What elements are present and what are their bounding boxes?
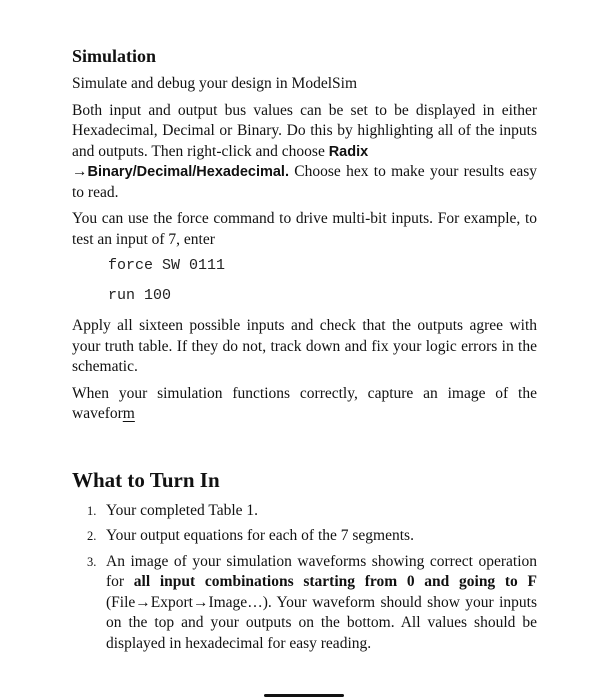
list-item [72, 526, 537, 547]
simulation-heading: Simulation [72, 46, 157, 66]
page-edge-mark [264, 694, 344, 697]
code-force: force SW 0111 [108, 257, 226, 274]
radix-paragraph [72, 101, 537, 204]
list-number: 1. [87, 503, 97, 518]
list-item-text: Your output equations for each of the 7 segments. [106, 527, 414, 544]
radix-paragraph-text: Both input and output bus values can be set to be displayed in either Hexadecimal, Decimal or Binary. Do this by highlighting all of the inputs and outputs. Then right-click and choose [72, 101, 537, 160]
radix-paragraph-tail: Choose hex to make your results easy to read. [72, 163, 537, 201]
apply-inputs-paragraph: Apply all sixteen possible inputs and check that the outputs agree with your truth table. If they do not, track down and fix your logic errors in the schematic. [72, 317, 537, 375]
list-item-bold: all input combinations starting from 0 and going to F [133, 573, 537, 590]
radix-bold: Radix [328, 143, 369, 160]
list-item [72, 552, 537, 655]
code-run: run 100 [108, 287, 172, 304]
document-page [72, 44, 537, 659]
radix-menu-bold: Binary/Decimal/Hexadecimal. [87, 164, 289, 180]
list-item-text: An image of your simulation waveforms showing correct operation for [106, 552, 537, 590]
turn-in-list [72, 501, 537, 655]
list-item-tail: (File→Export→Image…). Your waveform should show your inputs on the top and your outputs on the bottom. All values should be displayed in hexadecimal for easy reading. [106, 593, 537, 652]
list-item-text: Your completed Table 1. [106, 501, 259, 519]
force-paragraph: You can use the force command to drive multi-bit inputs. For example, to test an input of 7, enter [72, 210, 537, 248]
menu-arrow: → [72, 163, 88, 180]
capture-paragraph [72, 384, 537, 425]
turn-in-heading: What to Turn In [72, 467, 220, 492]
list-item [72, 501, 537, 522]
simulation-intro: Simulate and debug your design in ModelSim [72, 75, 358, 92]
capture-paragraph-text: When your simulation functions correctly, capture an image of the wavefor [72, 384, 537, 422]
list-number: 2. [87, 529, 97, 543]
list-number: 3. [87, 554, 97, 569]
capture-underlined: m [122, 405, 135, 422]
